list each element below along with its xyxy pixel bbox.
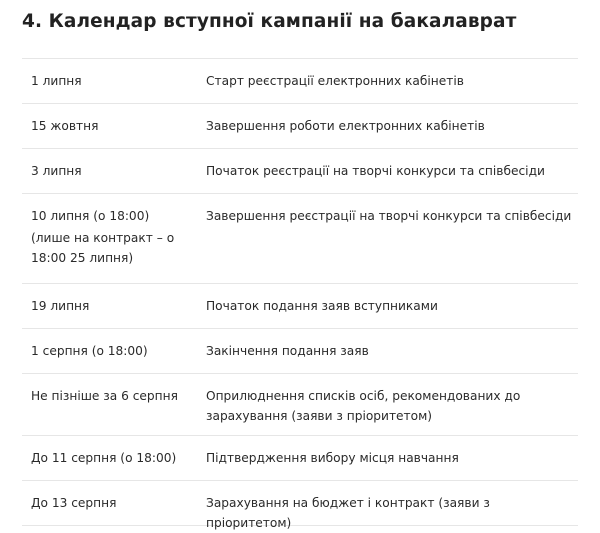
date-cell: До 13 серпня [31,496,117,510]
date-cell: 15 жовтня [31,119,99,133]
table-row [22,59,578,104]
table-row [22,284,578,329]
table-row [22,436,578,481]
event-cell: Початок реєстрації на творчі конкурси та співбесіди [206,164,545,178]
date-cell: 3 липня [31,164,82,178]
date-note: (лише на контракт – о 18:00 25 липня) [31,231,175,265]
table-row [22,374,578,436]
event-cell: Початок подання заяв вступниками [206,299,438,313]
event-cell: Зарахування на бюджет і контракт (заяви з пріоритетом) [206,496,490,530]
event-cell: Підтвердження вибору місця навчання [206,451,459,465]
admission-calendar-table [22,58,578,530]
date-cell [22,206,206,283]
table-row [22,149,578,194]
event-cell: Завершення реєстрації на творчі конкурси та співбесіди [206,209,572,223]
date-cell: До 11 серпня (о 18:00) [31,451,177,465]
table-row [22,194,578,284]
section-title: 4. Календар вступної кампанії на бакалаврат [22,11,517,32]
table-row [22,329,578,374]
date-cell: Не пізніше за 6 серпня [31,389,178,403]
event-cell: Старт реєстрації електронних кабінетів [206,74,464,88]
table-row [22,104,578,149]
event-cell: Закінчення подання заяв [206,344,369,358]
table-row [22,481,578,530]
date-main: 10 липня (о 18:00) [31,209,150,223]
event-cell: Оприлюднення списків осіб, рекомендованих до зарахування (заяви з пріоритетом) [206,389,521,423]
event-cell: Завершення роботи електронних кабінетів [206,119,485,133]
date-cell: 1 серпня (о 18:00) [31,344,148,358]
date-cell: 19 липня [31,299,90,313]
date-cell: 1 липня [31,74,82,88]
